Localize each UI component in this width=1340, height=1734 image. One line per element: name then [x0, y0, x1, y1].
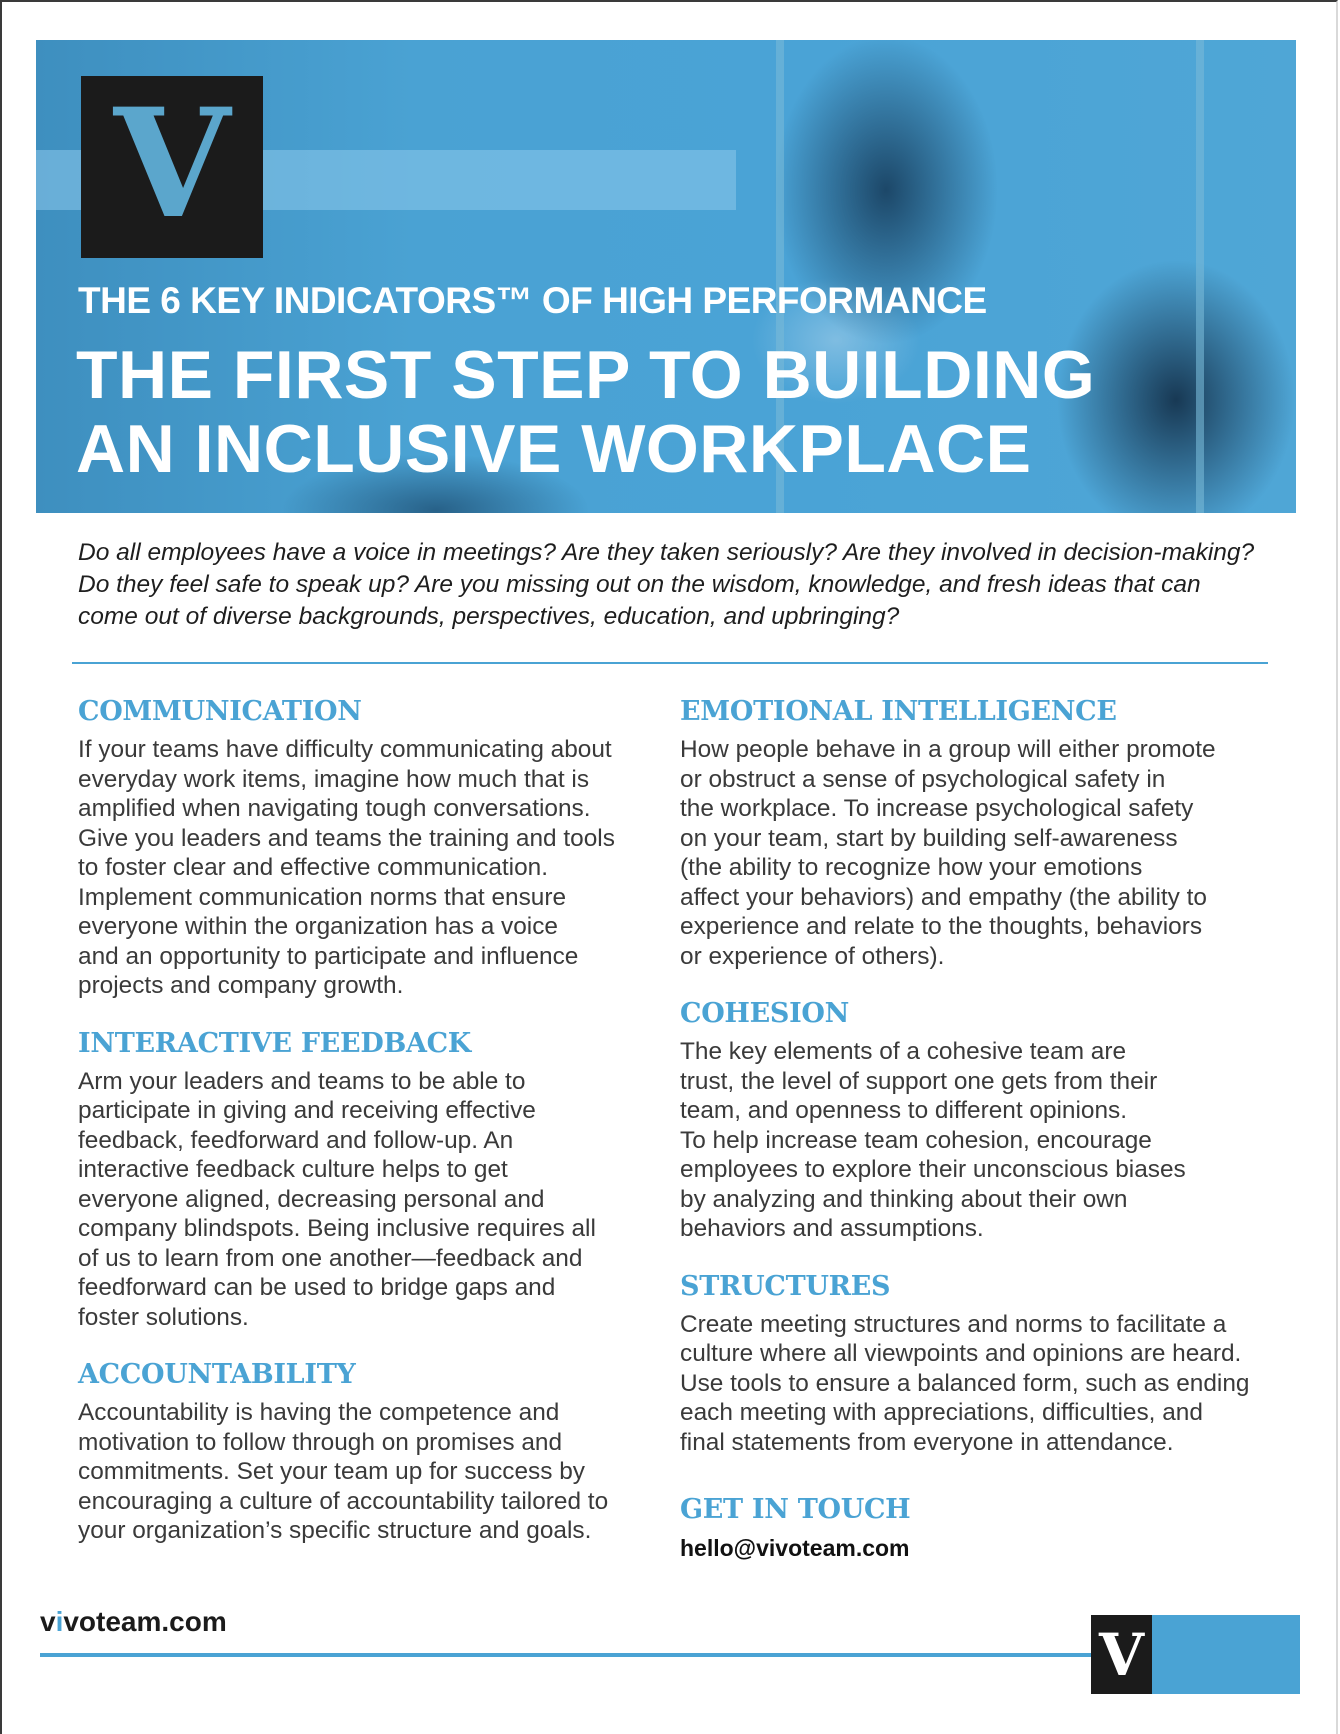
body-line: and an opportunity to participate and influence — [78, 942, 579, 970]
body-line: Arm your leaders and teams to be able to — [78, 1067, 526, 1095]
body-line: to foster clear and effective communication. — [78, 854, 548, 881]
body-line: interactive feedback culture helps to get — [78, 1156, 508, 1183]
body-line: of us to learn from one another—feedback and — [78, 1244, 583, 1272]
body-line: Use tools to ensure a balanced form, such as ending — [680, 1369, 1250, 1397]
body-line: Accountability is having the competence and — [78, 1399, 560, 1426]
contact-email-link[interactable]: hello@vivoteam.com — [680, 1535, 910, 1561]
body-line: If your teams have difficulty communicating about — [78, 736, 612, 763]
body-line: everyone within the organization has a voice — [78, 913, 558, 940]
section-get-in-touch — [680, 1493, 1280, 1563]
body-line: Give you leaders and teams the training and tools — [78, 824, 615, 852]
section-body — [78, 735, 668, 1001]
intro-paragraph: Do all employees have a voice in meetings? Are they taken seriously? Are they involved in decision-making? Do they feel safe to speak up? Are you missing out on the wisdom, knowledge, and fresh ideas that can come out of diverse backgrounds, perspectives, education, and upbringing? — [78, 539, 1255, 630]
body-line: The key elements of a cohesive team are — [680, 1038, 1127, 1065]
body-line: trust, the level of support one gets from their — [680, 1067, 1158, 1095]
body-line: team, and openness to different opinions. — [680, 1097, 1128, 1124]
page-title — [76, 338, 1095, 486]
body-line: affect your behaviors) and empathy (the ability to — [680, 883, 1207, 911]
body-line: on your team, start by building self-awareness — [680, 824, 1178, 852]
page-title-line-1: THE FIRST STEP TO BUILDING — [76, 337, 1096, 413]
section-structures — [680, 1270, 1280, 1458]
footer-rule — [40, 1653, 1092, 1657]
body-line: projects and company growth. — [78, 972, 404, 999]
website-link[interactable] — [40, 1606, 227, 1638]
body-line: or obstruct a sense of psychological safety in — [680, 765, 1166, 793]
body-line: final statements from everyone in attendance. — [680, 1428, 1174, 1456]
section-body — [78, 1398, 668, 1546]
section-title: GET IN TOUCH — [680, 1494, 911, 1525]
section-cohesion — [680, 997, 1280, 1244]
section-title: INTERACTIVE FEEDBACK — [78, 1027, 471, 1059]
section-communication — [78, 695, 668, 1001]
hero-banner — [36, 40, 1296, 513]
footer-logo — [1091, 1615, 1152, 1694]
section-body — [680, 735, 1280, 971]
left-column — [78, 695, 668, 1572]
body-line: Implement communication norms that ensure — [78, 883, 567, 911]
body-line: the workplace. To increase psychological safety — [680, 795, 1194, 822]
section-title: COHESION — [680, 998, 850, 1029]
section-accountability — [78, 1358, 668, 1546]
section-divider — [72, 662, 1268, 664]
body-line: encouraging a culture of accountability tailored to — [78, 1487, 609, 1515]
footer-logo-letter: V — [1098, 1620, 1144, 1689]
body-line: (the ability to recognize how your emotions — [680, 854, 1143, 881]
website-link-accent: i — [55, 1606, 64, 1637]
right-column — [680, 695, 1280, 1589]
body-line: by analyzing and thinking about their own — [680, 1185, 1128, 1213]
body-line: culture where all viewpoints and opinions are heard. — [680, 1340, 1242, 1367]
body-line: feedback, feedforward and follow-up. An — [78, 1126, 514, 1154]
vivo-logo — [81, 76, 263, 258]
body-line: commitments. Set your team up for success by — [78, 1458, 585, 1485]
vivo-logo-letter: V — [113, 76, 231, 252]
section-title: ACCOUNTABILITY — [78, 1359, 356, 1390]
section-title: COMMUNICATION — [78, 696, 362, 727]
hero-photo-window-frame — [1196, 40, 1204, 513]
body-line: or experience of others). — [680, 942, 945, 970]
section-body — [680, 1037, 1280, 1244]
body-line: feedforward can be used to bridge gaps and — [78, 1274, 556, 1301]
hero-kicker: THE 6 KEY INDICATORS™ OF HIGH PERFORMANCE — [78, 280, 987, 321]
body-line: motivation to follow through on promises and — [78, 1428, 563, 1456]
section-body — [78, 1067, 668, 1333]
body-line: company blindspots. Being inclusive requires all — [78, 1215, 596, 1242]
website-link-text: v — [40, 1606, 56, 1637]
body-line: amplified when navigating tough conversations. — [78, 795, 591, 822]
website-link-text: voteam.com — [63, 1606, 227, 1637]
page-title-line-2: AN INCLUSIVE WORKPLACE — [76, 411, 1032, 487]
body-line: Create meeting structures and norms to facilitate a — [680, 1310, 1227, 1338]
body-line: everyday work items, imagine how much that is — [78, 765, 590, 793]
body-line: foster solutions. — [78, 1303, 249, 1331]
body-line: behaviors and assumptions. — [680, 1215, 984, 1242]
body-line: To help increase team cohesion, encourage — [680, 1126, 1152, 1154]
body-line: employees to explore their unconscious biases — [680, 1156, 1186, 1183]
body-line: How people behave in a group will either promote — [680, 736, 1216, 763]
body-line: your organization’s specific structure and goals. — [78, 1517, 592, 1544]
body-line: each meeting with appreciations, difficulties, and — [680, 1399, 1203, 1426]
body-line: everyone aligned, decreasing personal and — [78, 1185, 545, 1213]
section-emotional-intelligence — [680, 695, 1280, 971]
section-interactive-feedback — [78, 1027, 668, 1333]
section-body — [680, 1310, 1280, 1458]
body-line: participate in giving and receiving effective — [78, 1097, 536, 1124]
footer-accent-block — [1152, 1615, 1300, 1694]
section-title: STRUCTURES — [680, 1270, 891, 1302]
body-line: experience and relate to the thoughts, behaviors — [680, 913, 1203, 940]
section-title: EMOTIONAL INTELLIGENCE — [680, 696, 1117, 727]
